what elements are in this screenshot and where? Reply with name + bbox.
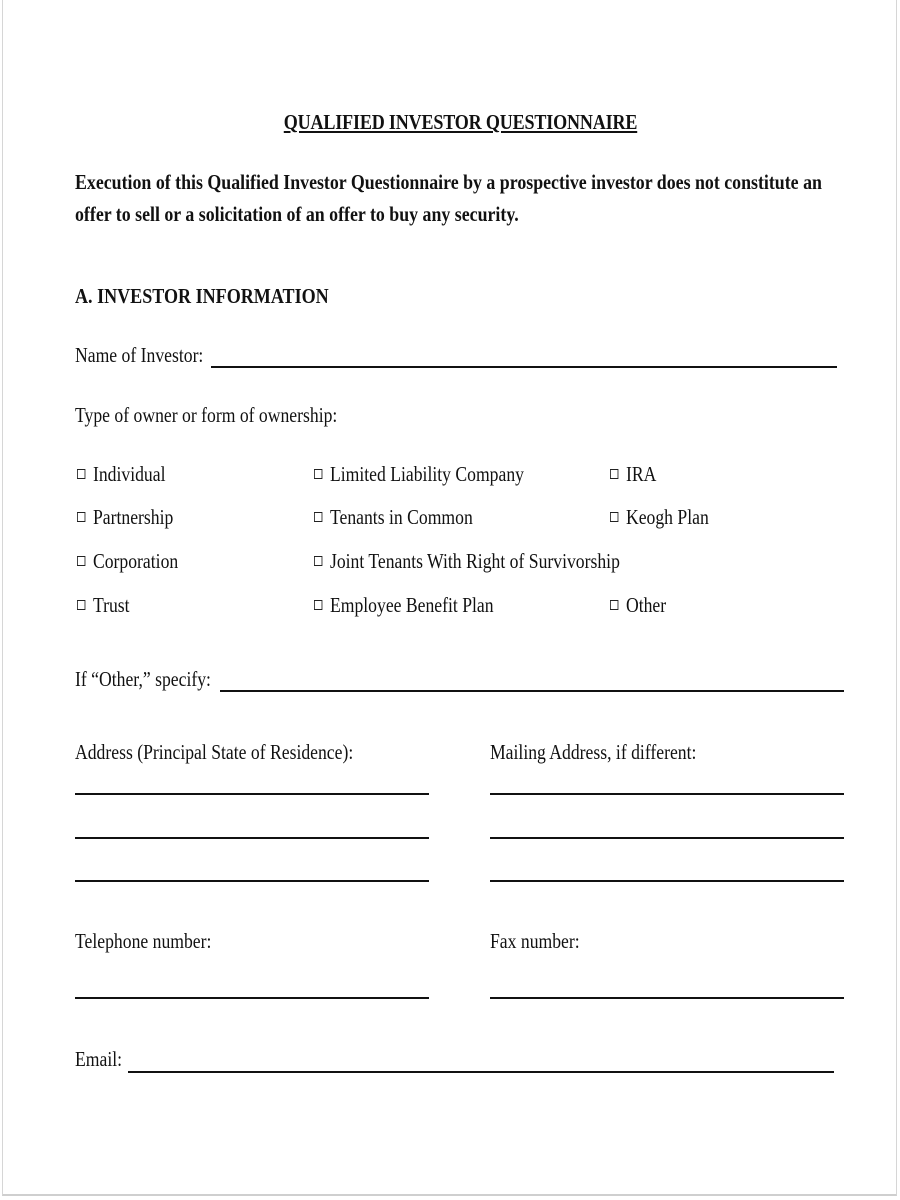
checkbox-joint-tenants[interactable]	[314, 549, 620, 574]
address-label: Address (Principal State of Residence):	[75, 740, 354, 764]
mailing-address-line-3-field[interactable]	[490, 880, 844, 882]
mailing-address-label: Mailing Address, if different:	[490, 740, 697, 764]
checkbox-icon[interactable]	[610, 469, 618, 479]
checkbox-icon[interactable]	[77, 469, 85, 479]
option-label: Trust	[92, 593, 130, 617]
option-label: Employee Benefit Plan	[329, 593, 494, 617]
checkbox-llc[interactable]	[314, 462, 524, 487]
checkbox-partnership[interactable]	[77, 505, 173, 530]
option-label: Joint Tenants With Right of Survivorship	[329, 549, 620, 573]
telephone-label: Telephone number:	[75, 929, 212, 953]
checkbox-icon[interactable]	[610, 512, 618, 522]
other-specify-label: If “Other,” specify:	[75, 667, 211, 691]
document-page	[2, 0, 897, 1196]
fax-field[interactable]	[490, 997, 844, 999]
email-field[interactable]	[128, 1071, 834, 1073]
disclaimer-text: Execution of this Qualified Investor Questionnaire by a prospective investor does not constitute an offer to sell or a solicitation of an offer to buy any security.	[75, 170, 822, 226]
address-line-1-field[interactable]	[75, 793, 429, 795]
address-line-3-field[interactable]	[75, 880, 429, 882]
telephone-field[interactable]	[75, 997, 429, 999]
option-label: IRA	[625, 462, 657, 486]
checkbox-icon[interactable]	[314, 556, 322, 566]
name-of-investor-label: Name of Investor:	[75, 343, 204, 367]
checkbox-icon[interactable]	[314, 469, 322, 479]
checkbox-icon[interactable]	[77, 600, 85, 610]
checkbox-corporation[interactable]	[77, 549, 178, 574]
checkbox-other[interactable]	[610, 593, 666, 618]
option-label: Partnership	[92, 505, 174, 529]
checkbox-icon[interactable]	[314, 600, 322, 610]
checkbox-keogh-plan[interactable]	[610, 505, 709, 530]
checkbox-icon[interactable]	[77, 512, 85, 522]
checkbox-icon[interactable]	[610, 600, 618, 610]
section-heading-investor-information: A. INVESTOR INFORMATION	[75, 284, 329, 308]
checkbox-trust[interactable]	[77, 593, 130, 618]
checkbox-ira[interactable]	[610, 462, 656, 487]
checkbox-icon[interactable]	[77, 556, 85, 566]
document-title: QUALIFIED INVESTOR QUESTIONNAIRE	[283, 110, 638, 134]
email-label: Email:	[75, 1047, 123, 1071]
option-label: Corporation	[92, 549, 179, 573]
mailing-address-line-1-field[interactable]	[490, 793, 844, 795]
name-of-investor-field[interactable]	[211, 366, 837, 368]
option-label: Tenants in Common	[329, 505, 473, 529]
ownership-type-label: Type of owner or form of ownership:	[75, 403, 338, 427]
fax-label: Fax number:	[490, 929, 580, 953]
checkbox-individual[interactable]	[77, 462, 165, 487]
checkbox-employee-benefit-plan[interactable]	[314, 593, 494, 618]
checkbox-icon[interactable]	[314, 512, 322, 522]
checkbox-tenants-in-common[interactable]	[314, 505, 473, 530]
option-label: Keogh Plan	[625, 505, 709, 529]
address-line-2-field[interactable]	[75, 837, 429, 839]
option-label: Individual	[92, 462, 166, 486]
option-label: Other	[625, 593, 667, 617]
mailing-address-line-2-field[interactable]	[490, 837, 844, 839]
option-label: Limited Liability Company	[329, 462, 524, 486]
other-specify-field[interactable]	[220, 690, 844, 692]
